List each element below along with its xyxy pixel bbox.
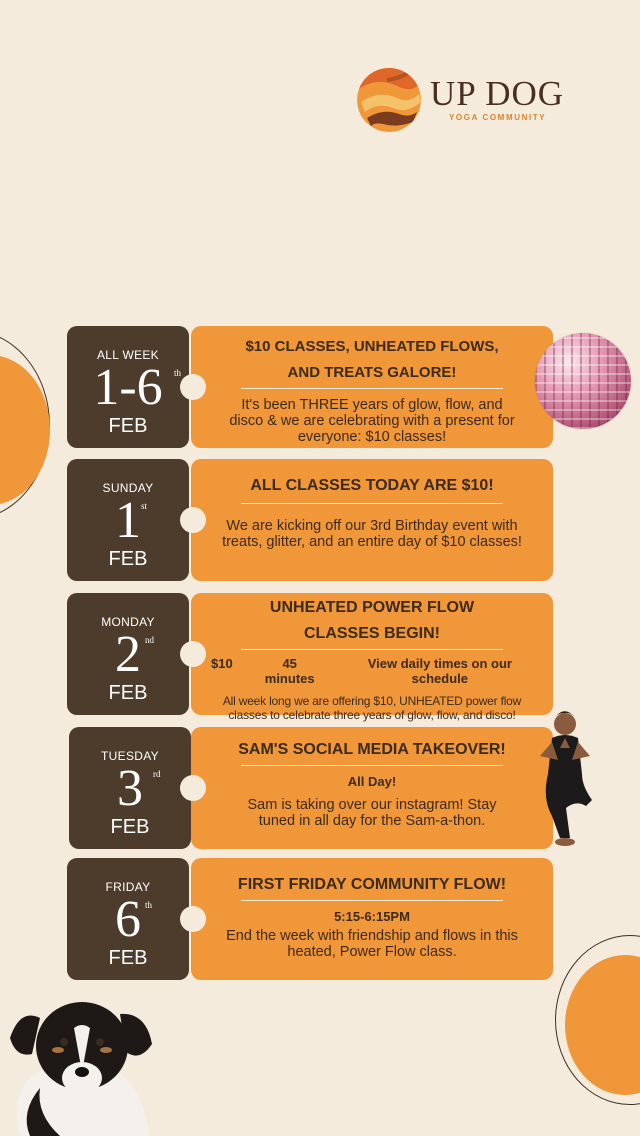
divider	[241, 649, 503, 650]
event-card-tuesday	[67, 727, 553, 849]
brand-tagline: YOGA COMMUNITY	[449, 113, 547, 122]
ticket-notch	[180, 775, 206, 801]
month-label: FEB	[108, 947, 148, 969]
brand-name: UP DOG	[430, 74, 565, 113]
event-info	[191, 593, 553, 722]
dog-image	[0, 988, 160, 1136]
month-label: FEB	[108, 548, 148, 570]
divider	[241, 388, 503, 389]
event-title: $10 CLASSES, UNHEATED FLOWS, AND TREATS GALORE!	[245, 338, 499, 381]
event-info	[191, 459, 553, 581]
schedule-label: View daily times on our schedule	[367, 656, 512, 686]
day-number: 3	[117, 760, 143, 817]
event-info	[191, 326, 553, 448]
date-tab	[67, 459, 189, 581]
day-suffix: st	[141, 501, 148, 511]
event-time: All Day!	[347, 774, 397, 789]
date-tab	[67, 858, 189, 980]
event-card-all-week	[67, 326, 553, 448]
event-description: We are kicking off our 3rd Birthday event with treats, glitter, and an entire day of $10 classes!	[222, 518, 522, 550]
day-label: SUNDAY	[102, 481, 154, 495]
day-suffix: rd	[153, 769, 161, 779]
divider	[241, 765, 503, 766]
ticket-notch	[180, 641, 206, 667]
month-label: FEB	[110, 816, 150, 838]
month-label: FEB	[108, 682, 148, 704]
day-number: 1	[115, 492, 141, 549]
event-description: End the week with friendship and flows in this heated, Power Flow class.	[226, 928, 518, 960]
day-number: 1-6	[93, 359, 163, 416]
event-title: UNHEATED POWER FLOW CLASSES BEGIN!	[269, 599, 475, 642]
logo-mark-icon	[357, 68, 421, 132]
ticket-notch	[180, 374, 206, 400]
date-tab	[67, 593, 189, 715]
day-label: MONDAY	[101, 615, 155, 629]
person-image	[530, 708, 600, 848]
day-suffix: th	[174, 368, 182, 378]
price-label: $10	[211, 656, 233, 671]
day-label: TUESDAY	[101, 749, 159, 763]
ticket-notch	[180, 507, 206, 533]
event-description: All week long we are offering $10, UNHEATED power flow classes to celebrate three years of glow, flow, and disco!	[222, 694, 522, 722]
day-suffix: th	[145, 900, 153, 910]
event-description: Sam is taking over our instagram! Stay tuned in all day for the Sam-a-thon.	[247, 797, 497, 829]
event-card-monday	[67, 593, 553, 722]
day-number: 6	[115, 891, 141, 948]
event-description: It's been THREE years of glow, flow, and disco & we are celebrating with a present for everyone: $10 classes!	[229, 397, 515, 445]
day-label: ALL WEEK	[97, 348, 159, 362]
event-time: 5:15-6:15PM	[334, 909, 410, 924]
event-info	[191, 727, 553, 849]
event-card-friday	[67, 858, 553, 980]
day-label: FRIDAY	[105, 880, 151, 894]
month-label: FEB	[108, 415, 148, 437]
ticket-notch	[180, 906, 206, 932]
divider	[241, 900, 503, 901]
event-meta	[211, 656, 533, 686]
brand-logo	[357, 68, 587, 132]
event-info	[191, 858, 553, 980]
event-title: ALL CLASSES TODAY ARE $10!	[250, 477, 494, 494]
event-title: SAM'S SOCIAL MEDIA TAKEOVER!	[238, 741, 506, 758]
date-tab	[69, 727, 191, 849]
event-title: FIRST FRIDAY COMMUNITY FLOW!	[237, 876, 507, 893]
disco-ball-image	[535, 333, 631, 429]
day-suffix: nd	[145, 635, 154, 645]
date-tab	[67, 326, 189, 448]
duration-label: 45 minutes	[264, 656, 315, 686]
day-number: 2	[115, 626, 141, 683]
decorative-blob-left	[0, 355, 50, 505]
divider	[241, 503, 503, 504]
event-card-sunday	[67, 459, 553, 581]
